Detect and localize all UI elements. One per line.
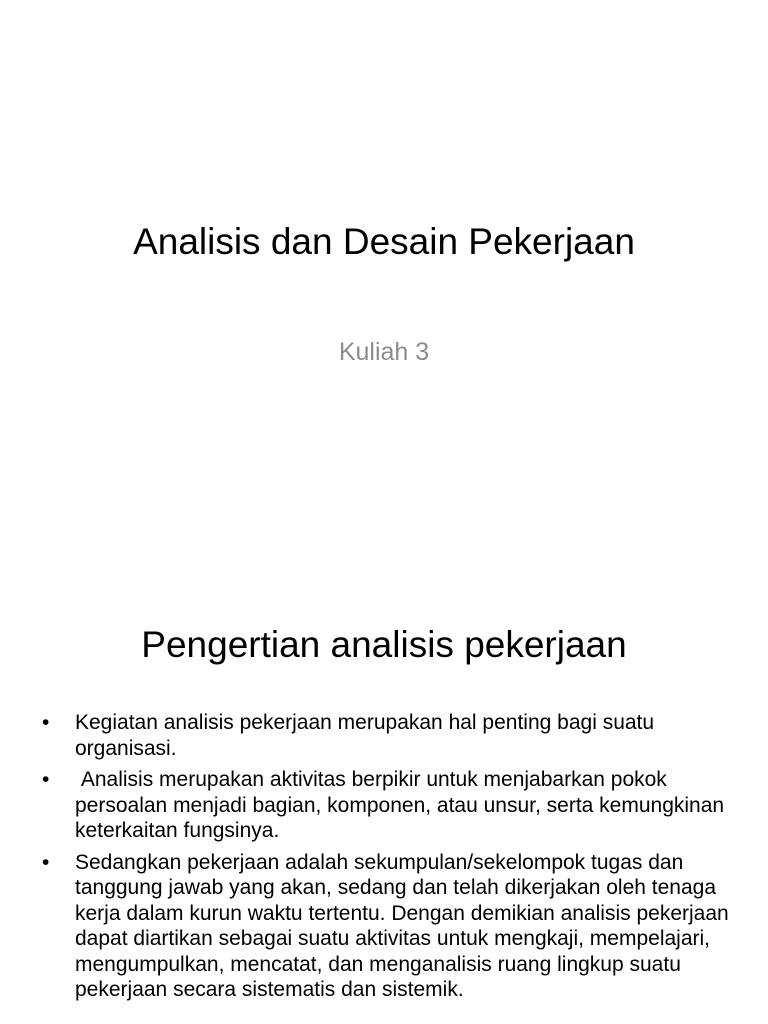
content-slide-title: Pengertian analisis pekerjaan [141, 624, 627, 665]
content-slide [0, 576, 768, 1024]
slide-title: Analisis dan Desain Pekerjaan [133, 221, 635, 262]
bullet-list [38, 710, 738, 1009]
slide-subtitle: Kuliah 3 [338, 338, 430, 366]
bullet-item [38, 767, 738, 844]
bullet-text: Sedangkan pekerjaan adalah sekumpulan/sekelompok tugas dan tanggung jawab yang akan, sedang dan telah dikerjakan oleh tenaga kerja dalam kurun waktu tertentu. Dengan demikian analisis pekerjaan dapat diartikan sebagai suatu aktivitas untuk mengkaji, mempelajari, mengumpulkan, mencatat, dan menganalisis ruang lingkup suatu pekerjaan secara sistematis dan sistemik. [75, 850, 735, 1001]
bullet-item [38, 850, 738, 1003]
bullet-text: Analisis merupakan aktivitas berpikir untuk menjabarkan pokok persoalan menjadi bagian, komponen, atau unsur, serta kemungkinan keterkaitan fungsinya. [75, 768, 730, 842]
bullet-text: Kegiatan analisis pekerjaan merupakan hal penting bagi suatu organisasi. [75, 711, 660, 760]
bullet-icon: • [42, 850, 50, 874]
bullet-icon: • [42, 768, 50, 791]
bullet-icon: • [42, 711, 50, 734]
bullet-item [38, 710, 738, 761]
